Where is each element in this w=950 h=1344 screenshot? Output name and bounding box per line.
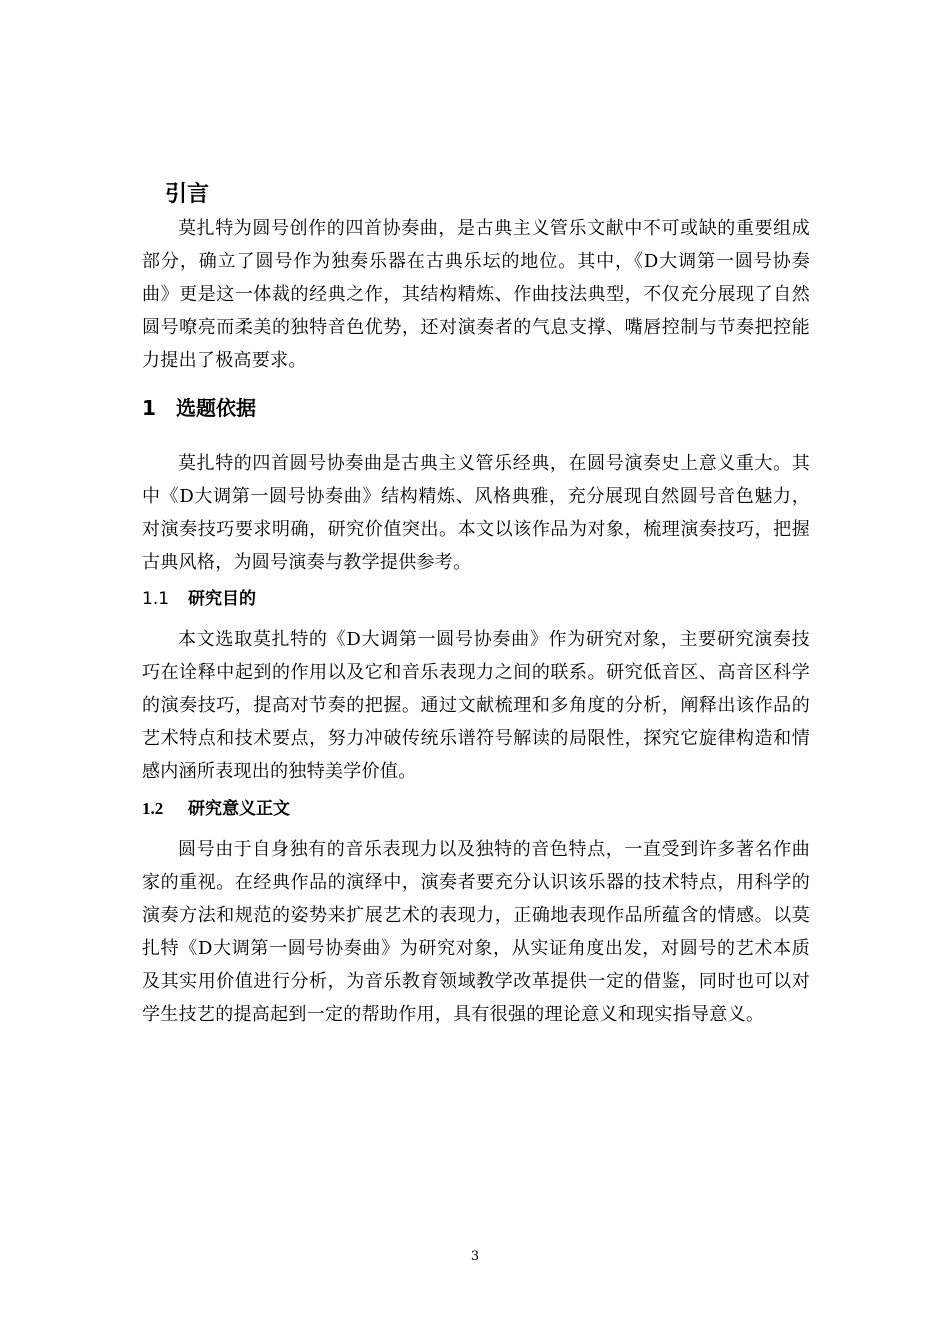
page-number: 3 <box>470 1249 480 1264</box>
section-1-1-body <box>142 623 810 788</box>
section-1-2-body <box>142 833 810 1031</box>
section-1-2-number: 1.2 <box>142 799 164 818</box>
section-1-paragraph: 莫扎特的四首圆号协奏曲是古典主义管乐经典，在圆号演奏史上意义重大。其中《D大调第一圆号协奏曲》结构精炼、风格典雅，充分展现自然圆号音色魅力，对演奏技巧要求明确，研究价值突出。本文以该作品为对象，梳理演奏技巧，把握古典风格，为圆号演奏与教学提供参考。 <box>142 453 810 573</box>
section-1-2-heading <box>142 797 290 821</box>
section-1-1-heading <box>142 587 256 611</box>
section-1-title: 选题依据 <box>176 396 256 420</box>
section-1-1-title: 研究目的 <box>188 589 256 609</box>
section-1-number: 1 <box>142 396 156 420</box>
intro-section <box>142 212 810 377</box>
intro-paragraph: 莫扎特为圆号创作的四首协奏曲，是古典主义管乐文献中不可或缺的重要组成部分，确立了圆号作为独奏乐器在古典乐坛的地位。其中，《D大调第一圆号协奏曲》更是这一体裁的经典之作，其结构精炼、作曲技法典型，不仅充分展现了自然圆号嘹亮而柔美的独特音色优势，还对演奏者的气息支撑、嘴唇控制与节奏把控能力提出了极高要求。 <box>142 218 810 371</box>
section-1-2-title: 研究意义正文 <box>188 799 290 819</box>
intro-heading: 引言 <box>165 182 210 207</box>
section-1-body <box>142 447 810 579</box>
section-1-1-paragraph: 本文选取莫扎特的《D大调第一圆号协奏曲》作为研究对象，主要研究演奏技巧在诠释中起到的作用以及它和音乐表现力之间的联系。研究低音区、高音区科学的演奏技巧，提高对节奏的把握。通过文献梳理和多角度的分析，阐释出该作品的艺术特点和技术要点，努力冲破传统乐谱符号解读的局限性，探究它旋律构造和情感内涵所表现出的独特美学价值。 <box>142 629 810 782</box>
section-1-1-number: 1.1 <box>142 589 170 609</box>
section-1-heading <box>142 394 256 422</box>
section-1-2-paragraph: 圆号由于自身独有的音乐表现力以及独特的音色特点，一直受到许多著名作曲家的重视。在经典作品的演绎中，演奏者要充分认识该乐器的技术特点，用科学的演奏方法和规范的姿势来扩展艺术的表现力，正确地表现作品所蕴含的情感。以莫扎特《D大调第一圆号协奏曲》为研究对象，从实证角度出发，对圆号的艺术本质及其实用价值进行分析，为音乐教育领域教学改革提供一定的借鉴，同时也可以对学生技艺的提高起到一定的帮助作用，具有很强的理论意义和现实指导意义。 <box>142 839 810 1025</box>
